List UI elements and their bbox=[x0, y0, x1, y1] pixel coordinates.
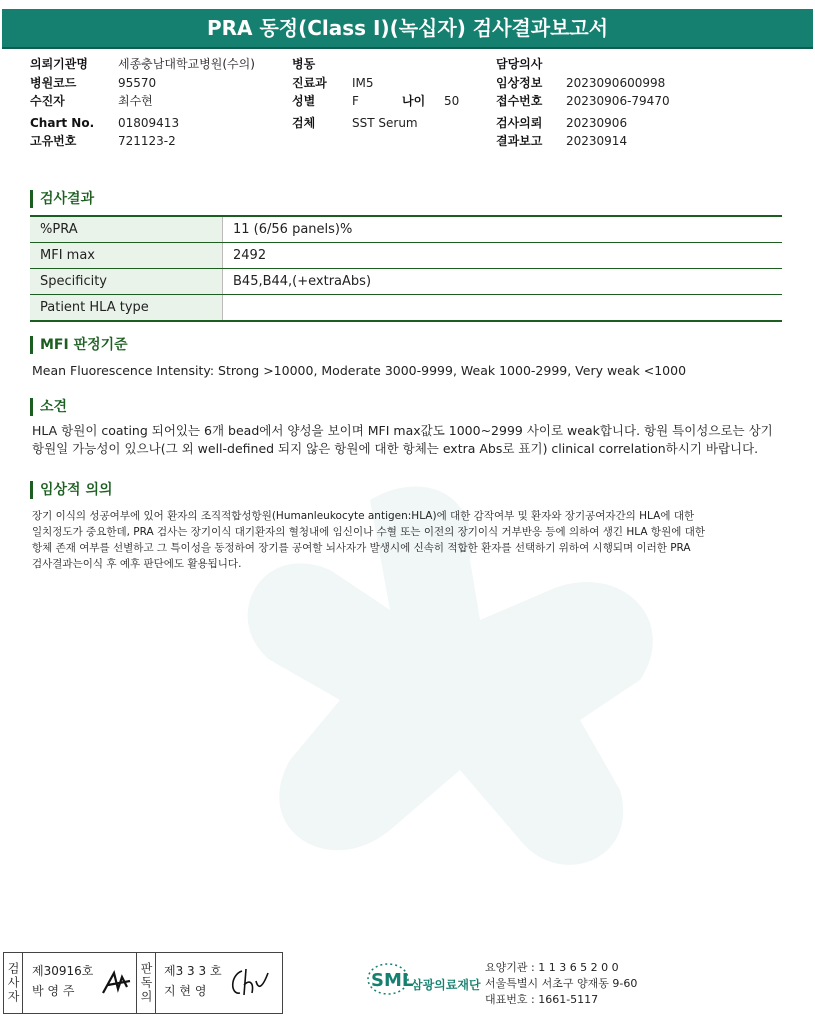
section-mfi-title: MFI 판정기준 bbox=[30, 336, 128, 354]
signature-box bbox=[3, 952, 283, 1014]
opinion-text bbox=[32, 422, 792, 458]
result-value: 11 (6/56 panels)% bbox=[223, 216, 783, 243]
results-table bbox=[30, 215, 782, 322]
reviewer-name: 지 현 영 bbox=[164, 984, 207, 998]
meta-value: 01809413 bbox=[118, 115, 180, 130]
table-row bbox=[30, 243, 782, 269]
meta-value: 최수현 bbox=[118, 94, 153, 108]
footer bbox=[0, 950, 815, 1017]
reviewer-signature bbox=[226, 965, 270, 1001]
clinical-text bbox=[32, 508, 762, 572]
meta-value: 2023090600998 bbox=[566, 75, 666, 90]
result-label: %PRA bbox=[30, 216, 223, 243]
meta-value: 721123-2 bbox=[118, 134, 176, 148]
org-name: 삼광의료재단 bbox=[411, 978, 481, 992]
age-value: 50 bbox=[444, 94, 460, 108]
meta-key: 결과보고 bbox=[496, 134, 543, 148]
meta-key: 의뢰기관명 bbox=[30, 57, 88, 71]
table-row bbox=[30, 216, 782, 243]
meta-col-3 bbox=[496, 55, 670, 151]
reviewer-license: 제3 3 3 호 bbox=[164, 964, 222, 978]
meta-key: 검사의뢰 bbox=[496, 115, 543, 130]
org-address bbox=[485, 960, 637, 1008]
meta-key: 접수번호 bbox=[496, 94, 543, 108]
meta-key: 검체 bbox=[292, 115, 316, 130]
meta-key: 성별 bbox=[292, 94, 316, 108]
meta-value: 20230914 bbox=[566, 134, 628, 148]
table-row bbox=[30, 295, 782, 322]
meta-value: 20230906-79470 bbox=[566, 94, 670, 108]
address-line: 요양기관 : 1 1 3 6 5 2 0 0 bbox=[485, 961, 619, 974]
tester-label-text: 검사자 bbox=[6, 962, 20, 1004]
meta-value: SST Serum bbox=[352, 115, 418, 130]
meta-col-2 bbox=[292, 55, 459, 132]
meta-col-1 bbox=[30, 55, 255, 151]
reviewer-label bbox=[136, 953, 156, 1013]
clinical-line: 일치정도가 중요한데, PRA 검사는 장기이식 대기환자의 혈청내에 임신이나 수혈 또는 이전의 장기이식 거부반응 등에 의하여 생긴 HLA 항원에 대한 bbox=[32, 526, 705, 538]
age-label: 나이 bbox=[402, 94, 426, 108]
meta-key: 병동 bbox=[292, 57, 316, 71]
meta-value: F bbox=[352, 94, 359, 108]
section-results-title: 검사결과 bbox=[30, 190, 94, 208]
tester-license: 제30916호 bbox=[32, 964, 94, 978]
mfi-criteria-text: Mean Fluorescence Intensity: Strong >10000, Moderate 3000-9999, Weak 1000-2999, Very weak <1000 bbox=[32, 363, 687, 378]
result-value: 2492 bbox=[223, 243, 783, 269]
opinion-line: HLA 항원이 coating 되어있는 6개 bead에서 양성을 보이며 MFI max값도 1000~2999 사이로 weak합니다. 항원 특이성으로는 상기 bbox=[32, 423, 773, 438]
table-row bbox=[30, 269, 782, 295]
section-opinion-title: 소견 bbox=[30, 398, 67, 416]
reviewer-info bbox=[164, 961, 222, 1001]
result-label: MFI max bbox=[30, 243, 223, 269]
address-line: 대표번호 : 1661-5117 bbox=[485, 993, 599, 1006]
tester-name: 박 영 주 bbox=[32, 984, 75, 998]
sml-logo-text: SML bbox=[371, 970, 414, 991]
clinical-line: 검사결과는이식 후 예후 판단에도 활용됩니다. bbox=[32, 558, 242, 570]
clinical-line: 장기 이식의 성공여부에 있어 환자의 조직적합성항원(Humanleukocyte antigen:HLA)에 대한 감작여부 및 환자와 장기공여자간의 HLA에 대한 bbox=[32, 510, 695, 522]
result-value bbox=[223, 295, 783, 322]
meta-value: IM5 bbox=[352, 75, 374, 90]
report-title: PRA 동정(Class I)(녹십자) 검사결과보고서 bbox=[2, 9, 813, 49]
meta-key: 수진자 bbox=[30, 94, 65, 108]
meta-key: 고유번호 bbox=[30, 134, 77, 148]
result-label: Patient HLA type bbox=[30, 295, 223, 322]
result-label: Specificity bbox=[30, 269, 223, 295]
tester-info bbox=[32, 961, 93, 1001]
meta-value: 95570 bbox=[118, 75, 157, 90]
result-value: B45,B44,(+extraAbs) bbox=[223, 269, 783, 295]
meta-key: 담당의사 bbox=[496, 57, 543, 71]
meta-key: 임상정보 bbox=[496, 75, 543, 90]
opinion-line: 항원일 가능성이 있으나(그 외 well-defined 되지 않은 항원에 대한 항체는 extra Abs로 표기) clinical correlation하시기 바랍니다. bbox=[32, 441, 759, 456]
meta-value: 세종충남대학교병원(수의) bbox=[118, 57, 255, 71]
tester-label bbox=[4, 953, 23, 1013]
tester-signature bbox=[100, 967, 134, 999]
reviewer-label-text: 판독의 bbox=[139, 962, 153, 1004]
meta-value: 20230906 bbox=[566, 115, 628, 130]
meta-key: 병원코드 bbox=[30, 75, 77, 90]
meta-key: Chart No. bbox=[30, 115, 95, 130]
clinical-line: 항체 존재 여부를 선별하고 그 특이성을 동정하여 장기를 공여할 뇌사자가 발생시에 신속히 적합한 환자를 선택하기 위하여 시행되며 이러한 PRA bbox=[32, 542, 691, 554]
address-line: 서울특별시 서초구 양재동 9-60 bbox=[485, 977, 638, 990]
section-clinical-title: 임상적 의의 bbox=[30, 481, 113, 499]
meta-key: 진료과 bbox=[292, 75, 327, 90]
